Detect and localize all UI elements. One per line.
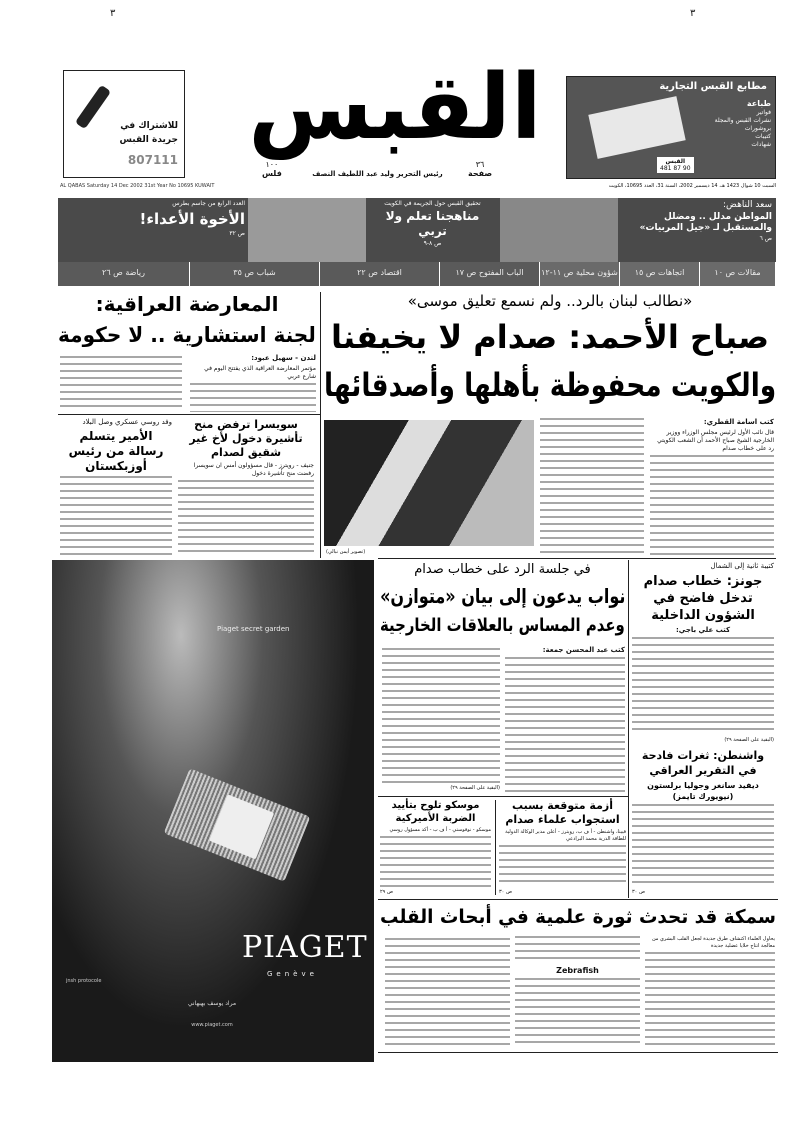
washington-column <box>632 748 774 896</box>
promo-photo-group <box>248 198 366 262</box>
washington-authors: ديفيد سانغر وجوليا برلستون (نيويورك تايمز) <box>647 781 759 801</box>
moscow-column <box>380 799 491 896</box>
jones-headline[interactable]: جونز: خطاب صدام تدخل فاضح في الشؤون الداخلية <box>643 574 763 623</box>
iraq-opposition-headline-1[interactable]: المعارضة العراقية: <box>95 292 279 316</box>
photo-caption: (تصوير أيمن نبالي) <box>326 549 366 555</box>
nav-tab[interactable]: شباب ص ٣٥ <box>190 262 320 286</box>
article-body: يحاول العلماء اكتشاف طرق جديدة لجعل القلب البشري من معالجة انتاج خلايا عضلية جديدة <box>651 936 775 949</box>
promo-item[interactable]: سعد الناهض: المواطن مدلل .. ومضلل والمستقبل لـ «جيل المربيات» ص ٦ <box>639 200 772 242</box>
fish-keyword: Zebrafish <box>556 966 599 975</box>
fish-headline[interactable]: سمكة قد تحدث ثورة علمية في أبحاث القلب <box>380 906 776 928</box>
nav-tab[interactable]: رياضة ص ٢٦ <box>58 262 190 286</box>
lead-column <box>650 418 774 556</box>
promo-item[interactable]: تحقيق القبس حول الجريمة في الكويت مناهجنا تعلم ولا تربي ص ٨-٩ <box>384 200 481 247</box>
swiss-column <box>178 418 314 556</box>
nav-tab[interactable]: مقالات ص ١٠ <box>700 262 776 286</box>
subscription-ad <box>63 70 185 178</box>
newspaper-logo: القبس <box>248 55 542 160</box>
emir-headline[interactable]: الأمير يتسلم رسالة من رئيس أوزبكستان <box>68 429 164 473</box>
page-ref: ص ٣٠ <box>499 889 513 895</box>
subscribe-line1: للاشتراك في <box>120 121 178 131</box>
piaget-ad[interactable] <box>52 560 374 1062</box>
emir-column <box>60 418 172 556</box>
byline: كتب عبد المحسن جمعة: <box>542 646 625 654</box>
lead-headline-2[interactable]: والكويت محفوظة بأهلها وأصدقائها <box>323 366 776 404</box>
page-mark: ٣ <box>110 8 116 19</box>
iraq-opposition-headline-2[interactable]: لجنة استشارية .. لا حكومة <box>58 323 316 347</box>
washington-headline[interactable]: واشنطن: ثغرات فادحة في التقرير العراقي <box>641 749 765 777</box>
print-ad-title: مطابع القبس التجارية <box>659 81 767 92</box>
hijri-date-line: السبت 10 شوال 1423 هـ، 14 ديسمبر 2002، السنة 31، العدد 10695، الكويت <box>608 183 776 189</box>
parliament-column-left <box>382 648 500 792</box>
parliament-column-right <box>505 646 625 792</box>
emir-kicker: وفد روسي عسكري وصل البلاد <box>82 418 172 426</box>
crisis-headline[interactable]: أزمة متوقعة بسبب استجواب علماء صدام <box>505 799 620 826</box>
ad-web[interactable]: www.piaget.com <box>191 1022 233 1028</box>
promo-item[interactable]: العدد الرابع من جاسم بطرس الأخوة الأعداء! ص ٣٢ <box>139 200 245 237</box>
iraq-opposition-column <box>190 354 316 412</box>
byline: لندن - سهيل عبود: <box>251 354 316 362</box>
page-ref: ص ٣٠ <box>632 889 646 895</box>
print-ad-contact: القبس 481 87 90 <box>657 157 694 173</box>
price: ١٠٠ فلس <box>262 160 282 178</box>
editor-line: رئيس التحرير وليد عبد اللطيف النصف <box>312 170 443 178</box>
brochures-image <box>588 96 685 159</box>
print-ad-list: طباعة فواتير نشرات القبس والمجلة بروشورات كتيبات شهادات <box>714 99 771 148</box>
subscribe-phone: 807111 <box>127 153 178 167</box>
nav-tab[interactable]: اقتصاد ص ٢٢ <box>320 262 440 286</box>
ad-credit: jnsh protocole <box>66 978 102 984</box>
page-count: ٣٦ صفحة <box>468 160 493 178</box>
piaget-logo: PIAGET <box>242 930 368 965</box>
jones-kicker: كتيبة ثانية إلى الشمال <box>710 562 774 570</box>
article-body: قال نائب الأول لرئيس مجلس الوزراء ووزير الخارجية الشيخ صباح الأحمد أن الشعب الكويتي رد على خطاب صدام <box>657 429 774 452</box>
continued-note: (البقية على الصفحة ٢٩) <box>724 737 774 743</box>
moscow-headline[interactable]: موسكو تلوح بتأييد الضربة الأميركية <box>391 800 480 824</box>
ad-dealer: مراد يوسف بهبهاني <box>187 1000 237 1007</box>
byline: كتب اسامة القطري: <box>703 418 774 426</box>
page-mark: ٣ <box>690 8 696 19</box>
piaget-city: Genève <box>267 970 318 978</box>
swiss-headline[interactable]: سويسرا ترفض منح تأشيرة دخول لأخ غير شقيق لصدام <box>189 418 303 459</box>
watch-icon <box>164 768 311 882</box>
article-body: فيينا، واشنطن - أ ف ب، رويترز - أعلن مدير الوكالة الدولية للطاقة الذرية محمد البرادعي <box>505 829 626 842</box>
parliament-headline-2[interactable]: وعدم المساس بالعلاقات الخارجية <box>380 615 625 636</box>
page-ref: ص ٢٩ <box>380 889 394 895</box>
nav-tab[interactable]: شؤون محلية ص ١١-١٢ <box>540 262 620 286</box>
fish-column-right <box>645 936 775 1048</box>
nav-tab[interactable]: اتجاهات ص ١٥ <box>620 262 700 286</box>
nav-tab[interactable]: الباب المفتوح ص ١٧ <box>440 262 540 286</box>
promo-photo-man <box>500 198 618 262</box>
lead-photo <box>324 420 534 546</box>
byline: كتب علي باجي: <box>675 626 731 634</box>
article-body: موسكو - نوفوستي - أ ف ب - أكد مسؤول روسي <box>389 827 491 833</box>
lead-kicker: «نطالب لبنان بالرد.. ولم نسمع تعليق موسى» <box>407 292 693 310</box>
parliament-headline-1[interactable]: نواب يدعون إلى بيان «متوازن» <box>379 584 625 608</box>
article-body: مؤتمر المعارضة العراقية الذي يفتتح اليوم في شارع عربي <box>204 365 316 380</box>
subscribe-line2: جريدة القبس <box>119 135 178 145</box>
phone-handset-icon <box>75 85 111 130</box>
continued-note: (البقية على الصفحة ٢٩) <box>450 785 500 791</box>
latin-date-line: AL QABAS Saturday 14 Dec 2002 31st Year No 10695 KUWAIT <box>60 183 215 189</box>
parliament-kicker: في جلسة الرد على خطاب صدام <box>414 562 591 577</box>
lead-headline-1[interactable]: صباح الأحمد: صدام لا يخيفنا <box>330 318 770 356</box>
fish-column-middle <box>515 936 640 1048</box>
print-ad <box>566 76 776 179</box>
article-body: جنيف - رويترز - قال مسؤولون أمس ان سويسرا رفضت منح تأشيرة دخول <box>193 462 314 477</box>
ad-tagline: Piaget secret garden <box>217 625 290 633</box>
jones-column <box>632 562 774 744</box>
crisis-column <box>499 799 626 896</box>
